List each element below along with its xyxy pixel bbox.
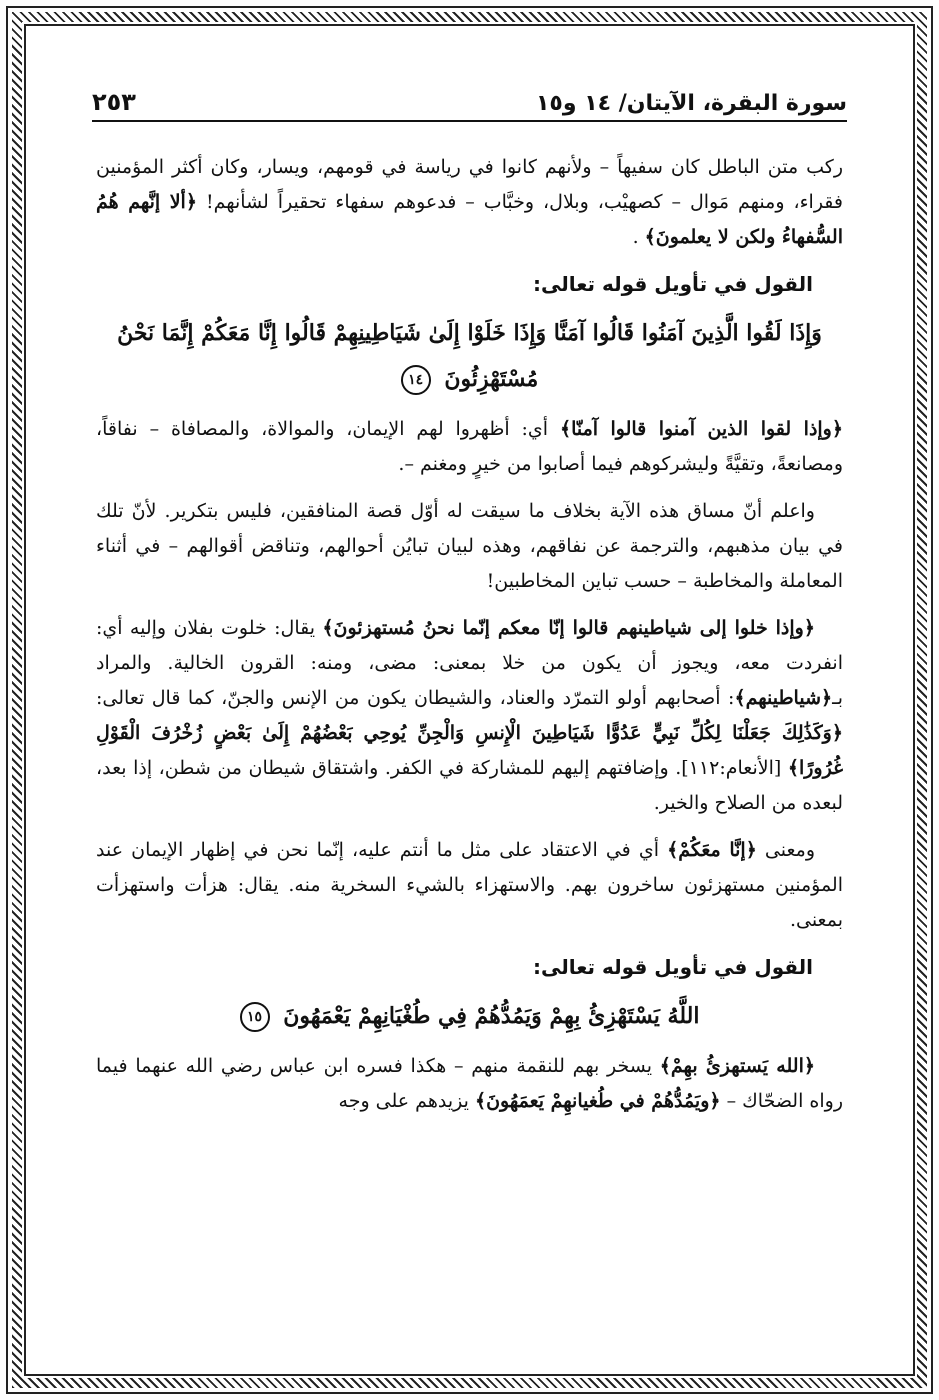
paragraph-6 bbox=[96, 1049, 843, 1119]
page-body bbox=[96, 150, 843, 1330]
paragraph-4-text: يقال: خلوت بفلان وإليه أي: انفردت معه، ويجوز أن يكون من خلا بمعنى: مضى، ومنه: القرون الخالية. والمراد بـ bbox=[96, 617, 843, 709]
quran-quote: ﴿ويَمُدُّهُمْ في طُغيانهِمْ يَعمَهُونَ﴾ bbox=[474, 1090, 721, 1112]
verse-number-marker: ١٥ bbox=[240, 1002, 270, 1032]
paragraph-6-text: يسخر بهم للنقمة منهم – هكذا فسره ابن عباس رضي الله عنهما فيما رواه الضحّاك – bbox=[96, 1055, 843, 1112]
paragraph-3: واعلم أنّ مساق هذه الآية بخلاف ما سيقت له أوّل قصة المنافقين، فليس بتكرير. لأنّ تلك في بيان مذهبهم، والترجمة عن نفاقهم، وهذه لبيان تبايُن أحوالهم، وتناقض أقوالهم – في أثناء المعاملة والمخاطبة – حسب تباين المخاطبين! bbox=[96, 500, 843, 592]
paragraph-1-end: . bbox=[632, 226, 639, 248]
paragraph-4-text-2: : أصحابهم أولو التمرّد والعناد، والشيطان يكون من الإنس والجنّ، كما قال تعالى: bbox=[96, 687, 735, 709]
paragraph-1-text: ركب متن الباطل كان سفيهاً – ولأنهم كانوا في رياسة في قومهم، ويسار، وكان أكثر المؤمنين فقراء، ومنهم مَوال – كصهيْب، وبلال، وخبَّاب – فدعوهم سفهاء تحقيراً لشأنهم! bbox=[96, 156, 843, 213]
quran-quote: ﴿وإذا لقوا الذين آمنوا قالوا آمنّا﴾ bbox=[559, 418, 843, 440]
paragraph-1 bbox=[96, 150, 843, 255]
page-number: ٢٥٣ bbox=[92, 88, 136, 116]
paragraph-6-text-2: يزيدهم على وجه bbox=[338, 1090, 469, 1112]
page-header bbox=[92, 76, 847, 122]
section-heading-2: القول في تأويل قوله تعالى: bbox=[533, 955, 813, 979]
paragraph-2 bbox=[96, 412, 843, 482]
paragraph-5-text: أي في الاعتقاد على مثل ما أنتم عليه، إنّما نحن في إظهار الإيمان عند المؤمنين مستهزئون ساخرون بهم. والاستهزاء بالشيء السخرية منه. يقال: هزأت واستهزأت بمعنى. bbox=[96, 839, 843, 931]
quran-quote: ﴿إنَّا معَكُمْ﴾ bbox=[667, 839, 757, 861]
quran-quote: ﴿ألا إنَّهم هُمُ السُّفهاءُ ولكن لا يعلمونَ﴾ bbox=[96, 191, 843, 248]
verse-14-text: وَإِذَا لَقُوا الَّذِينَ آمَنُوا قَالُوا آمَنَّا وَإِذَا خَلَوْا إِلَىٰ شَيَاطِينِهِمْ قَالُوا إِنَّا مَعَكُمْ إِنَّمَا نَحْنُ مُسْتَهْزِئُونَ bbox=[117, 320, 822, 392]
quran-quote: ﴿شياطينهم﴾ bbox=[734, 687, 833, 709]
paragraph-2-text: أي: أظهروا لهم الإيمان، والموالاة، والمصافاة – نفاقاً، ومصانعةً، وتقيَّةً وليشركوهم فيما أصابوا من خيرٍ ومغنم –. bbox=[96, 418, 843, 475]
paragraph-4 bbox=[96, 611, 843, 821]
paragraph-5 bbox=[96, 833, 843, 938]
quran-quote: ﴿الله يَستهزئُ بهِمْ﴾ bbox=[659, 1055, 815, 1077]
verse-14 bbox=[96, 310, 843, 402]
paragraph-4-text-3: وإضافتهم إليهم للمشاركة في الكفر. واشتقاق شيطان من شطن، إذا بعد، لبعده من الصلاح والخير. bbox=[96, 757, 843, 814]
quran-quote: ﴿وإذا خلوا إلى شياطينهم قالوا إنّا معكم إنّما نحنُ مُستهزئونَ﴾ bbox=[322, 617, 815, 639]
verse-15-text: اللَّهُ يَسْتَهْزِئُ بِهِمْ وَيَمُدُّهُمْ فِي طُغْيَانِهِمْ يَعْمَهُونَ bbox=[283, 1003, 700, 1029]
verse-15 bbox=[96, 993, 843, 1039]
running-title: سورة البقرة، الآيتان/ ١٤ و١٥ bbox=[535, 91, 847, 116]
quran-quote: ﴿وَكَذَٰلِكَ جَعَلْنَا لِكُلِّ نَبِيٍّ عَدُوًّا شَيَاطِينَ الْإِنسِ وَالْجِنِّ يُوحِي بَعْضُهُمْ إِلَىٰ بَعْضٍ زُخْرُفَ الْقَوْلِ غُرُورًا﴾ bbox=[96, 722, 843, 779]
verse-reference: [الأنعام:١١٢]. bbox=[675, 757, 782, 779]
verse-number-marker: ١٤ bbox=[401, 365, 431, 395]
section-heading-1: القول في تأويل قوله تعالى: bbox=[533, 272, 813, 296]
paragraph-5-start: ومعنى bbox=[764, 839, 816, 861]
